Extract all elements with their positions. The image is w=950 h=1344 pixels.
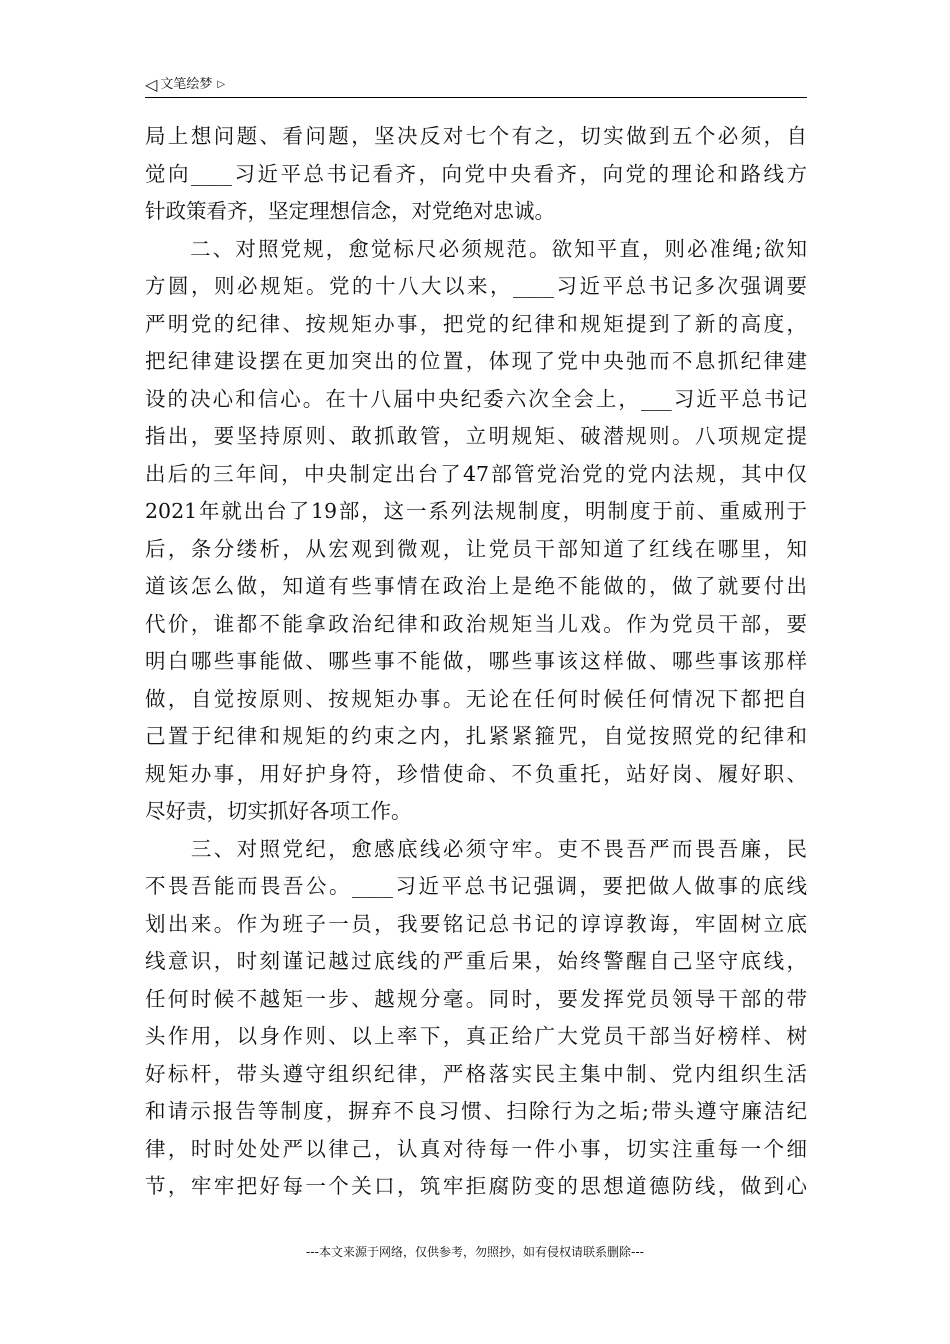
text-line: 做，自觉按原则、按规矩办事。无论在任何时候任何情况下都把自 (145, 686, 807, 711)
text-line: 指出，要坚持原则、敢抓敢管，立明规矩、破潜规则。八项规定提 (145, 424, 807, 448)
text-line: 任何时候不越矩一步、越规分毫。同时，要发挥党员领导干部的带 (145, 986, 807, 1011)
text-line: 尽好责，切实抓好各项工作。 (145, 799, 412, 823)
text-line: 局上想问题、看问题，坚决反对七个有之，切实做到五个必须，自 (145, 124, 807, 148)
text-line: 严明党的纪律、按规矩办事，把党的纪律和规矩提到了新的高度， (145, 311, 807, 336)
text-line: 三、对照党纪，愈感底线必须守牢。吏不畏吾严而畏吾廉，民 (145, 836, 807, 861)
text-line: 代价，谁都不能拿政治纪律和政治规矩当儿戏。作为党员干部，要 (145, 611, 807, 636)
text-line: 明白哪些事能做、哪些事不能做，哪些事该这样做、哪些事该那样 (145, 649, 807, 673)
brand-label: 文笔绘梦 (160, 77, 213, 92)
text-line: 不畏吾能而畏吾公。____习近平总书记强调，要把做人做事的底线 (145, 874, 807, 898)
brand (145, 74, 807, 96)
text-line: 针政策看齐，坚定理想信念，对党绝对忠诚。 (145, 199, 555, 223)
footer-disclaimer: ---本文来源于网络，仅供参考，勿照抄，如有侵权请联系删除--- (306, 1245, 644, 1259)
text-line: 把纪律建设摆在更加突出的位置，体现了党中央弛而不息抓纪律建 (145, 349, 807, 373)
text-line: 线意识，时刻谨记越过底线的严重后果，始终警醒自己坚守底线， (145, 949, 807, 973)
text-line: 好标杆，带头遵守组织纪律，严格落实民主集中制、党内组织生活 (145, 1061, 807, 1086)
text-line: 出后的三年间，中央制定出台了47部管党治党的党内法规，其中仅 (145, 461, 807, 486)
text-line: 2021年就出台了19部，这一系列法规制度，明制度于前、重威刑于 (145, 499, 807, 523)
text-line: 己置于纪律和规矩的约束之内，扎紧紧箍咒，自觉按照党的纪律和 (145, 724, 807, 748)
text-line: 方圆，则必规矩。党的十八大以来，____习近平总书记多次强调要 (145, 274, 807, 298)
text-line: 道该怎么做，知道有些事情在政治上是绝不能做的，做了就要付出 (145, 574, 807, 598)
text-line: 划出来。作为班子一员，我要铭记总书记的谆谆教诲，牢固树立底 (145, 911, 807, 936)
text-line: 后，条分缕析，从宏观到微观，让党员干部知道了红线在哪里，知 (145, 536, 807, 561)
text-line: 二、对照党规，愈觉标尺必须规范。欲知平直，则必准绳;欲知 (145, 236, 807, 261)
text-line: 律，时时处处严以律己，认真对待每一件小事，切实注重每一个细 (145, 1136, 807, 1161)
right-triangle-icon: ▷ (217, 79, 226, 90)
text-line: 节，牢牢把好每一个关口，筑牢拒腐防变的思想道德防线，做到心 (145, 1174, 807, 1198)
text-line: 规矩办事，用好护身符，珍惜使命、不负重托，站好岗、履好职、 (145, 761, 807, 786)
page-header (145, 74, 807, 96)
text-line: 和请示报告等制度，摒弃不良习惯、扫除行为之垢;带头遵守廉洁纪 (145, 1099, 807, 1123)
text-line: 觉向____习近平总书记看齐，向党中央看齐，向党的理论和路线方 (145, 161, 807, 186)
header-rule (145, 97, 807, 98)
text-line: 头作用，以身作则、以上率下，真正给广大党员干部当好榜样、树 (145, 1024, 807, 1048)
text-line: 设的决心和信心。在十八届中央纪委六次全会上，___习近平总书记 (145, 386, 807, 411)
document-body (145, 118, 807, 1206)
left-triangle-icon: ◁ (145, 75, 158, 94)
